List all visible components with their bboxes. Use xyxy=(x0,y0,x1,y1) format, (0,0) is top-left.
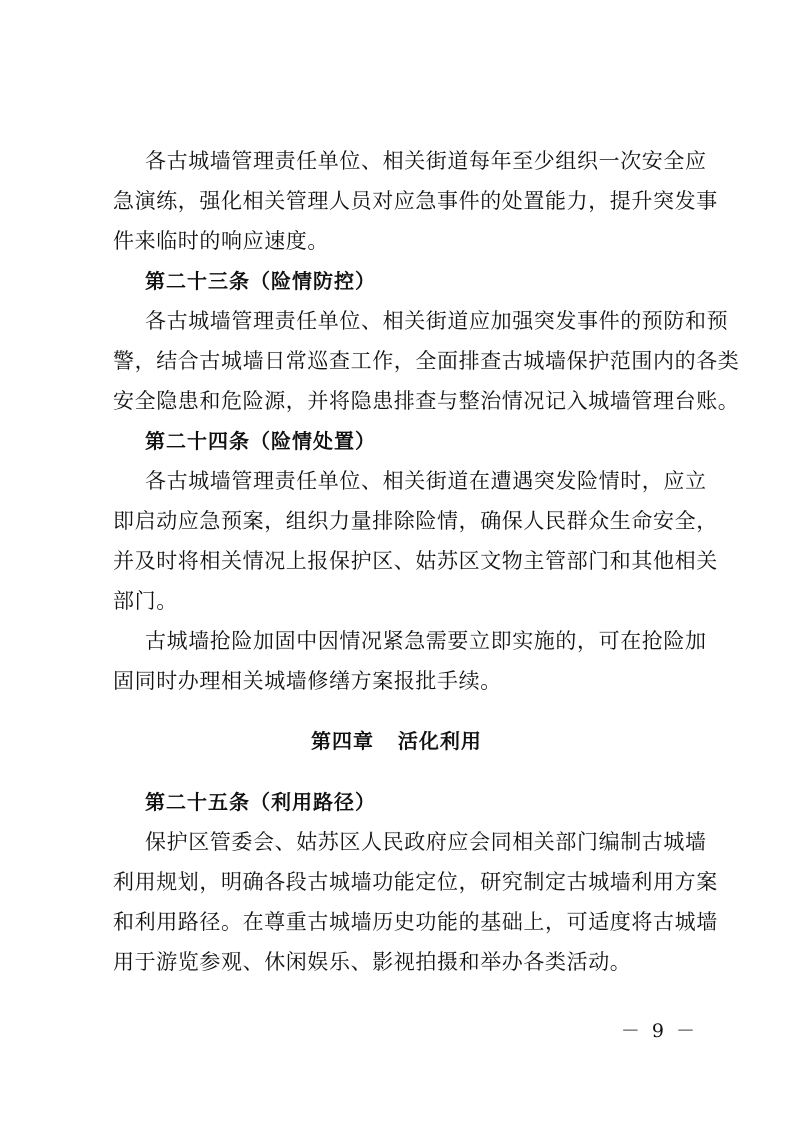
paragraph-line: 用于游览参观、休闲娱乐、影视拍摄和举办各类活动。 xyxy=(113,950,632,974)
article-heading: 第二十四条（险情处置） xyxy=(145,429,376,453)
article-heading: 第二十三条（险情防控） xyxy=(145,269,376,293)
paragraph-line: 即启动应急预案，组织力量排除险情，确保人民群众生命安全， xyxy=(113,509,718,533)
paragraph-line: 急演练，强化相关管理人员对应急事件的处置能力，提升突发事 xyxy=(113,189,718,213)
paragraph-line: 警，结合古城墙日常巡查工作，全面排查古城墙保护范围内的各类 xyxy=(113,349,740,373)
paragraph-line: 利用规划，明确各段古城墙功能定位，研究制定古城墙利用方案 xyxy=(113,870,718,894)
paragraph-line: 各古城墙管理责任单位、相关街道每年至少组织一次安全应 xyxy=(145,149,707,173)
paragraph-line: 安全隐患和危险源，并将隐患排查与整治情况记入城墙管理台账。 xyxy=(113,389,740,413)
paragraph-line: 固同时办理相关城墙修缮方案报批手续。 xyxy=(113,669,502,693)
article-heading: 第二十五条（利用路径） xyxy=(145,790,376,814)
paragraph-line: 并及时将相关情况上报保护区、姑苏区文物主管部门和其他相关 xyxy=(113,549,718,573)
paragraph-line: 古城墙抢险加固中因情况紧急需要立即实施的，可在抢险加 xyxy=(145,629,707,653)
paragraph-line: 和利用路径。在尊重古城墙历史功能的基础上，可适度将古城墙 xyxy=(113,910,718,934)
paragraph-line: 各古城墙管理责任单位、相关街道应加强突发事件的预防和预 xyxy=(145,309,729,333)
chapter-title: 第四章 活化利用 xyxy=(311,729,482,753)
paragraph-line: 保护区管委会、姑苏区人民政府应会同相关部门编制古城墙 xyxy=(145,830,707,854)
paragraph-line: 各古城墙管理责任单位、相关街道在遭遇突发险情时，应立 xyxy=(145,469,707,493)
page-number: － 9 － xyxy=(620,1020,698,1042)
paragraph-line: 部门。 xyxy=(113,589,178,613)
paragraph-line: 件来临时的响应速度。 xyxy=(113,229,329,253)
